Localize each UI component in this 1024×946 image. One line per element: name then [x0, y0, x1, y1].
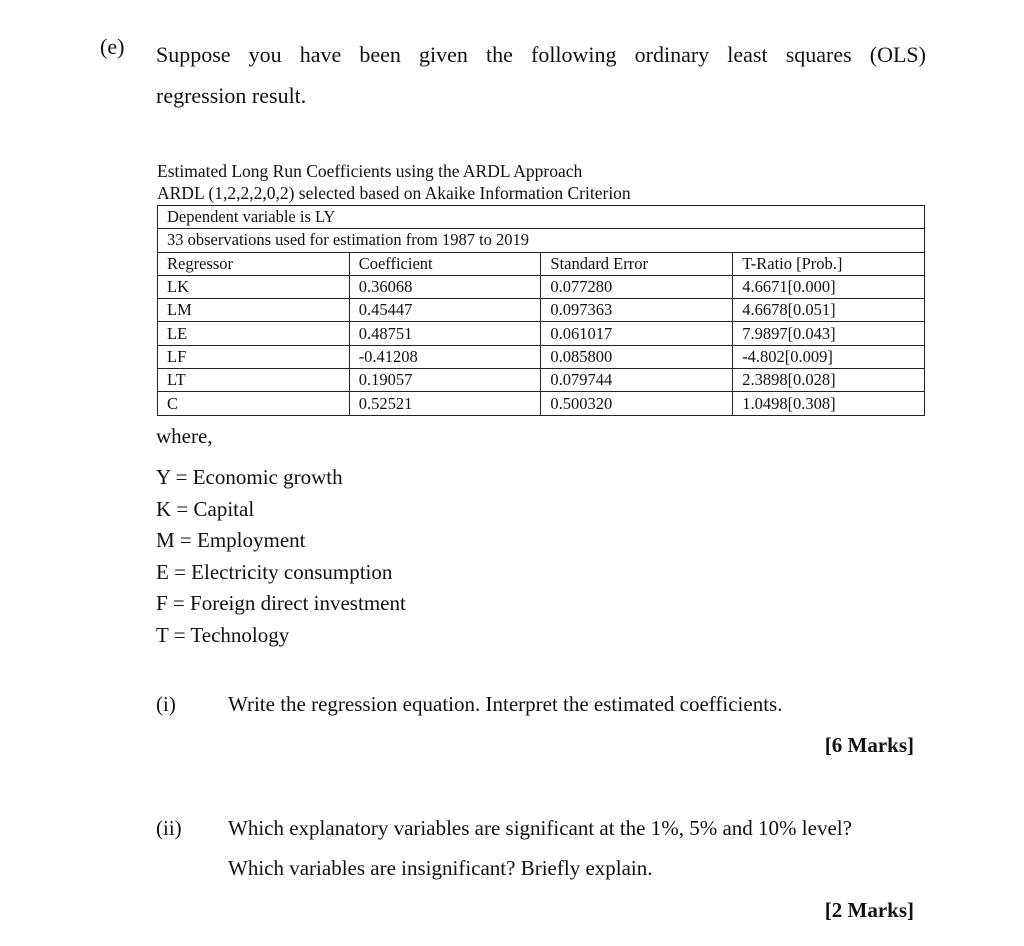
cell-standard-error: 0.079744: [541, 369, 733, 392]
question-line-2: regression result.: [156, 83, 307, 108]
sub-question-ii-line-2: Which variables are insignificant? Briefly explain.: [228, 856, 653, 880]
observations-cell: 33 observations used for estimation from 1987 to 2019: [158, 229, 925, 252]
sub-question-ii-marks: [2 Marks]: [824, 898, 914, 922]
cell-standard-error: 0.085800: [541, 345, 733, 368]
cell-coefficient: 0.48751: [349, 322, 541, 345]
definition-e: E = Electricity consumption: [156, 559, 393, 584]
cell-regressor: LK: [158, 275, 350, 298]
where-label: where,: [156, 424, 213, 448]
cell-coefficient: 0.52521: [349, 392, 541, 415]
sub-question-i-label: (i): [156, 692, 176, 716]
table-row-observations: [158, 229, 925, 252]
sub-question-ii-line-1: Which explanatory variables are significant at the 1%, 5% and 10% level?: [228, 816, 852, 840]
cell-standard-error: 0.077280: [541, 275, 733, 298]
table-header-row: [158, 252, 925, 275]
definition-t: T = Technology: [156, 622, 290, 647]
cell-coefficient: 0.36068: [349, 275, 541, 298]
cell-standard-error: 0.061017: [541, 322, 733, 345]
table-row: [158, 345, 925, 368]
dependent-variable-cell: Dependent variable is LY: [158, 206, 925, 229]
question-label: (e): [100, 34, 125, 59]
table-row: [158, 299, 925, 322]
cell-coefficient: 0.45447: [349, 299, 541, 322]
table-row: [158, 322, 925, 345]
sub-question-ii-label: (ii): [156, 816, 182, 840]
sub-question-i-marks: [6 Marks]: [824, 733, 914, 757]
cell-t-ratio: 4.6678[0.051]: [733, 299, 925, 322]
header-standard-error: Standard Error: [541, 252, 733, 275]
header-t-ratio: T-Ratio [Prob.]: [733, 252, 925, 275]
cell-regressor: LM: [158, 299, 350, 322]
question-line-1: Suppose you have been given the following ordinary least squares (OLS): [156, 42, 926, 67]
definition-f: F = Foreign direct investment: [156, 591, 406, 615]
table-subtitle: ARDL (1,2,2,2,0,2) selected based on Akaike Information Criterion: [157, 183, 631, 203]
cell-standard-error: 0.097363: [541, 299, 733, 322]
header-coefficient: Coefficient: [349, 252, 541, 275]
table-title: Estimated Long Run Coefficients using the ARDL Approach: [157, 161, 583, 181]
regression-table: [157, 205, 925, 416]
definition-m: M = Employment: [156, 528, 306, 552]
cell-coefficient: -0.41208: [349, 345, 541, 368]
cell-regressor: LT: [158, 369, 350, 392]
variable-definitions: [156, 462, 406, 651]
header-regressor: Regressor: [158, 252, 350, 275]
cell-t-ratio: 7.9897[0.043]: [733, 322, 925, 345]
table-row: [158, 392, 925, 415]
definition-y: Y = Economic growth: [156, 465, 343, 489]
sub-question-i-text: Write the regression equation. Interpret the estimated coefficients.: [228, 692, 783, 716]
cell-regressor: C: [158, 392, 350, 415]
sub-question-ii-text: [228, 808, 852, 888]
cell-regressor: LF: [158, 345, 350, 368]
cell-standard-error: 0.500320: [541, 392, 733, 415]
definition-k: K = Capital: [156, 496, 255, 521]
cell-regressor: LE: [158, 322, 350, 345]
cell-t-ratio: 4.6671[0.000]: [733, 275, 925, 298]
cell-t-ratio: -4.802[0.009]: [733, 345, 925, 368]
table-row: [158, 369, 925, 392]
question-text: [156, 34, 926, 116]
cell-coefficient: 0.19057: [349, 369, 541, 392]
cell-t-ratio: 1.0498[0.308]: [733, 392, 925, 415]
cell-t-ratio: 2.3898[0.028]: [733, 369, 925, 392]
table-row-dependent: [158, 206, 925, 229]
table-row: [158, 275, 925, 298]
